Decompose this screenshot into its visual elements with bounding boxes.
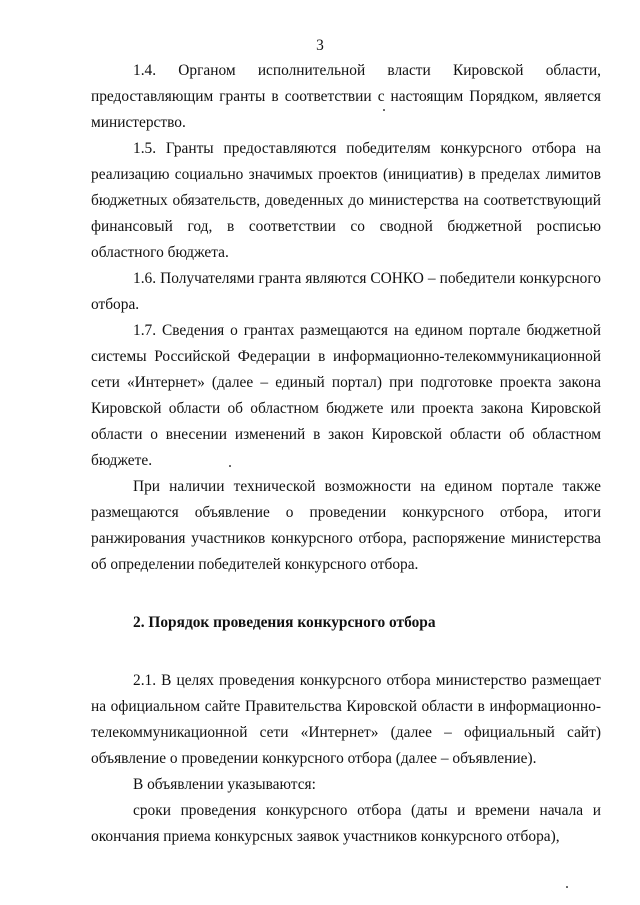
scan-speck bbox=[566, 886, 568, 888]
paragraph-portal-publication: При наличии технической возможности на едином портале также размещаются объявление о проведении конкурсного отбора, итоги ранжирования участников конкурсного отбора, распоряжение министерства об определении победителей конкурсного отбора. bbox=[91, 478, 601, 573]
scan-speck bbox=[383, 109, 385, 111]
paragraph-1-7: 1.7. Сведения о грантах размещаются на едином портале бюджетной системы Российской Федерации в информационно-телекоммуникационной сети «Интернет» (далее – единый портал) при подготовке проекта закона Кировской области об областном бюджете или проекта закона Кировской области о внесении изменений в закон Кировской области об областном бюджете. bbox=[91, 322, 601, 469]
paragraph-1-4: 1.4. Органом исполнительной власти Кировской области, предоставляющим гранты в соответствии с настоящим Порядком, является министерство. bbox=[91, 62, 601, 131]
paragraph-announcement-contents: В объявлении указываются: bbox=[133, 776, 316, 793]
paragraph-selection-timing: сроки проведения конкурсного отбора (даты и времени начала и окончания приема конкурсных заявок участников конкурсного отбора), bbox=[91, 802, 601, 845]
paragraph-1-6: 1.6. Получателями гранта являются СОНКО – победители конкурсного отбора. bbox=[91, 270, 601, 313]
page-number: 3 bbox=[316, 37, 324, 54]
paragraph-1-5: 1.5. Гранты предоставляются победителям конкурсного отбора на реализацию социально значимых проектов (инициатив) в пределах лимитов бюджетных обязательств, доведенных до министерства на соответствующий финансовый год, в соответствии со сводной бюджетной росписью областного бюджета. bbox=[91, 140, 601, 261]
scan-speck bbox=[229, 465, 231, 467]
paragraph-2-1: 2.1. В целях проведения конкурсного отбора министерство размещает на официальном сайте Правительства Кировской области в информационно-телекоммуникационной сети «Интернет» (далее – официальный сайт) объявление о проведении конкурсного отбора (далее – объявление). bbox=[91, 672, 601, 767]
section-heading: 2. Порядок проведения конкурсного отбора bbox=[133, 614, 436, 631]
document-body bbox=[91, 58, 601, 850]
